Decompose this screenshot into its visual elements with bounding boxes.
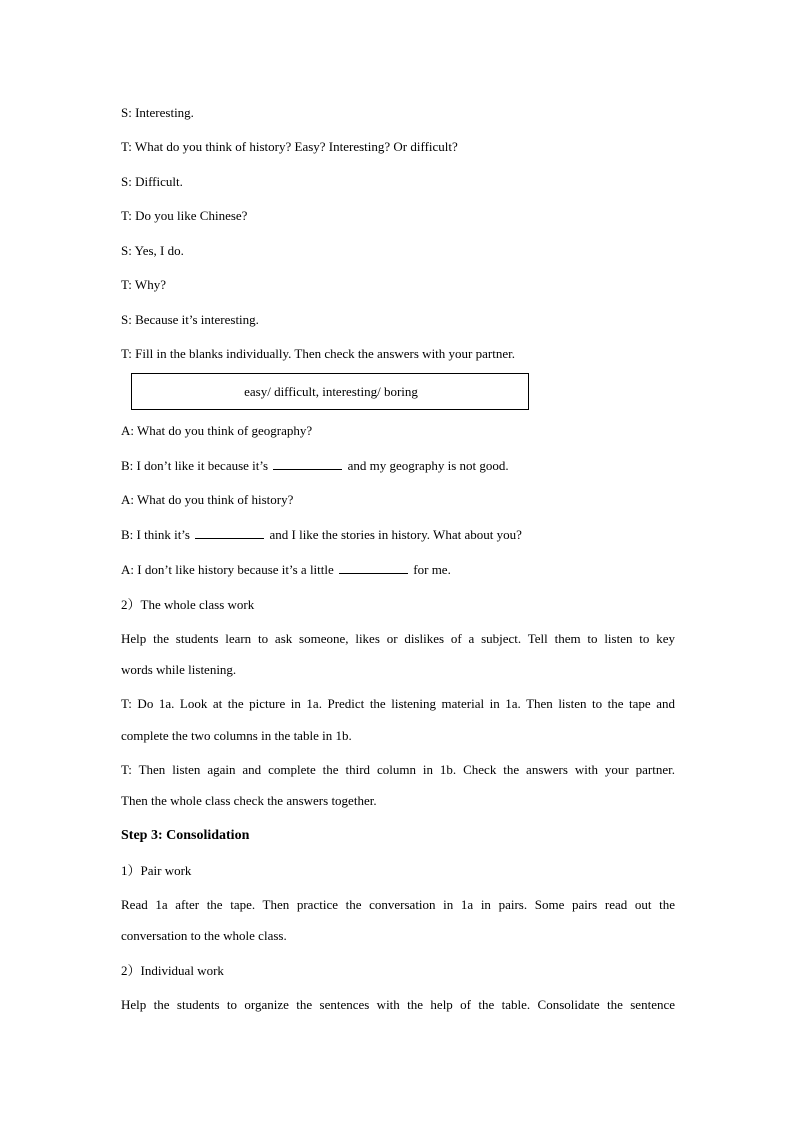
section-heading: 2）The whole class work xyxy=(121,597,255,612)
exercise-text: and my geography is not good. xyxy=(347,458,509,473)
fill-blank xyxy=(339,562,408,574)
paragraph-line: complete the two columns in the table in 1b. xyxy=(121,728,352,743)
fill-blank xyxy=(273,458,342,470)
dialogue-line: T: Why? xyxy=(121,277,166,292)
dialogue-line: T: What do you think of history? Easy? Interesting? Or difficult? xyxy=(121,139,458,154)
paragraph-line: Then the whole class check the answers together. xyxy=(121,793,377,808)
paragraph-line: Help the students to organize the sentences with the help of the table. Consolidate the sentence xyxy=(121,997,675,1012)
dialogue-line: T: Do you like Chinese? xyxy=(121,208,248,223)
exercise-line xyxy=(121,562,451,578)
dialogue-line: S: Interesting. xyxy=(121,105,194,120)
exercise-text: B: I don’t like it because it’s xyxy=(121,458,269,473)
exercise-line: A: What do you think of history? xyxy=(121,492,294,507)
paragraph-line: conversation to the whole class. xyxy=(121,928,287,943)
section-heading: 2）Individual work xyxy=(121,963,224,978)
step-title: Step 3: Consolidation xyxy=(121,828,250,843)
exercise-text: B: I think it’s xyxy=(121,527,190,542)
dialogue-line: S: Because it’s interesting. xyxy=(121,312,259,327)
exercise-line xyxy=(121,458,509,474)
paragraph-line: Help the students learn to ask someone, likes or dislikes of a subject. Tell them to listen to key xyxy=(121,631,675,646)
section-heading: 1）Pair work xyxy=(121,863,192,878)
word-box-text: easy/ difficult, interesting/ boring xyxy=(244,384,418,399)
dialogue-line: T: Fill in the blanks individually. Then check the answers with your partner. xyxy=(121,346,515,361)
paragraph-line: Read 1a after the tape. Then practice the conversation in 1a in pairs. Some pairs read out the xyxy=(121,897,675,912)
paragraph-line: T: Then listen again and complete the third column in 1b. Check the answers with your partner. xyxy=(121,762,675,777)
exercise-text: and I like the stories in history. What about you? xyxy=(269,527,522,542)
paragraph-line: words while listening. xyxy=(121,662,237,677)
exercise-line: A: What do you think of geography? xyxy=(121,423,313,438)
paragraph-line: T: Do 1a. Look at the picture in 1a. Predict the listening material in 1a. Then listen to the tape and xyxy=(121,696,675,711)
word-box xyxy=(131,373,529,410)
exercise-text: A: I don’t like history because it’s a little xyxy=(121,562,334,577)
dialogue-line: S: Difficult. xyxy=(121,174,183,189)
exercise-text: for me. xyxy=(413,562,451,577)
exercise-line xyxy=(121,527,522,543)
fill-blank xyxy=(195,527,264,539)
dialogue-line: S: Yes, I do. xyxy=(121,243,184,258)
